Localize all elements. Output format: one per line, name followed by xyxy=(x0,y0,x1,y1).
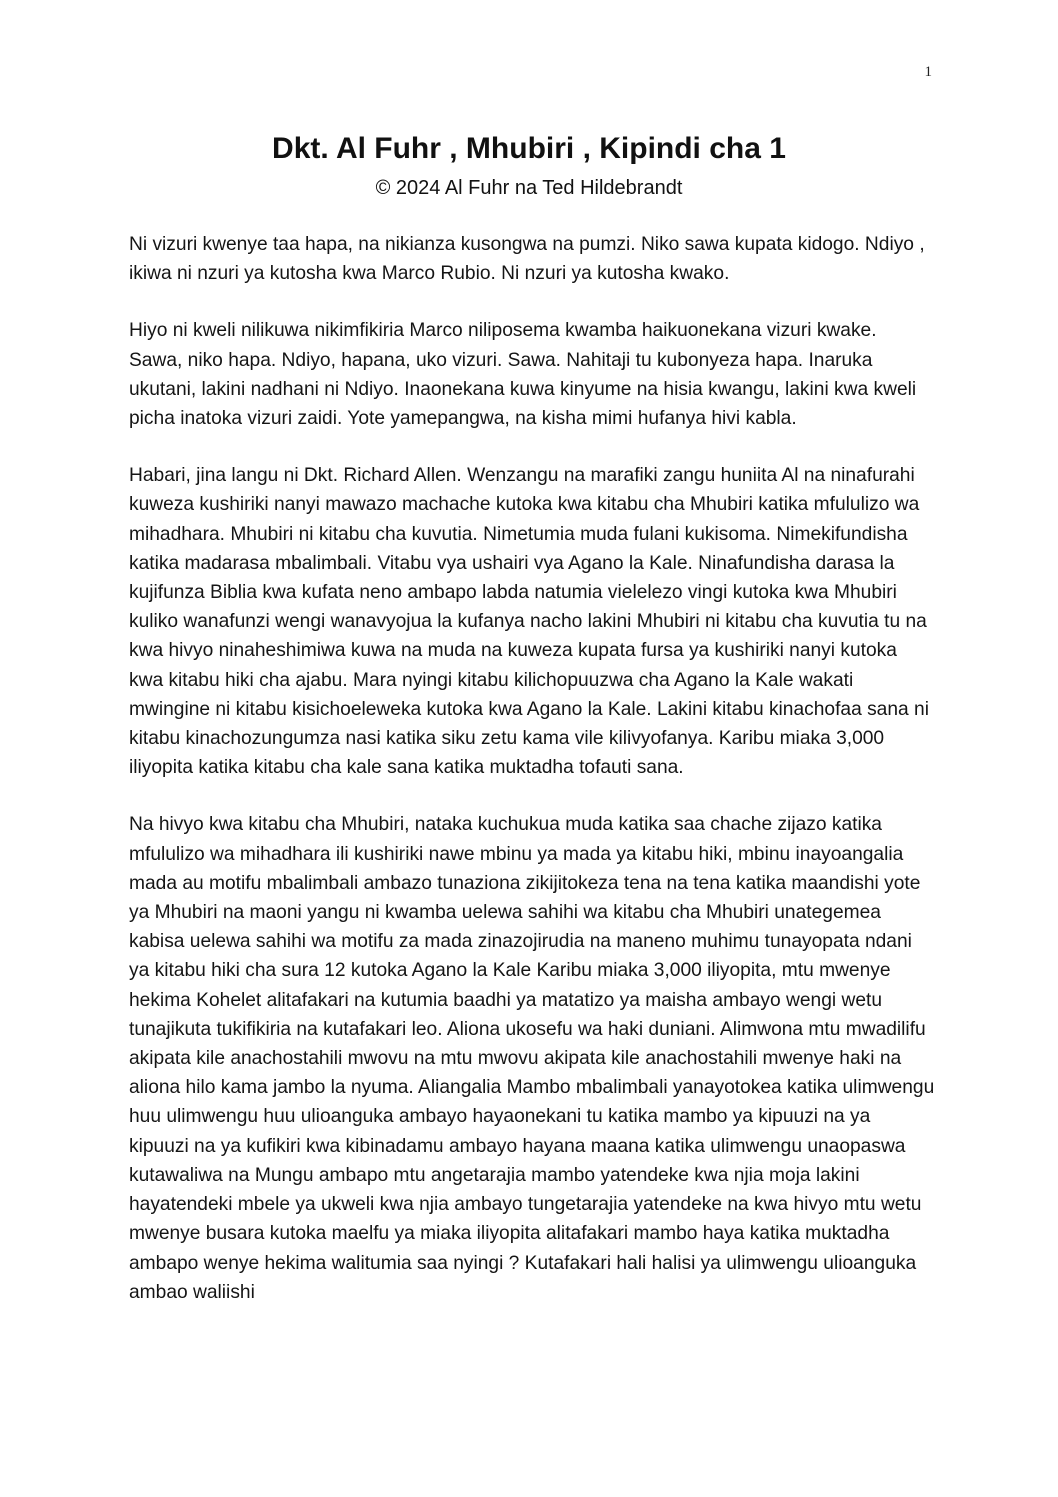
copyright-line: © 2024 Al Fuhr na Ted Hildebrandt xyxy=(375,177,683,199)
paragraph: Na hivyo kwa kitabu cha Mhubiri, nataka kuchukua muda katika saa chache zijazo katika mfululizo wa mihadhara ili kushiriki nawe mbinu ya mada ya kitabu hiki, mbinu inayoangalia mada au motifu mbalimbali ambazo tunaziona zikijitokeza tena na tena katika maandishi yote ya Mhubiri na maoni yangu ni kwamba uelewa sahihi wa kitabu cha Mhubiri unategemea kabisa uelewa sahihi wa motifu za mada zinazojirudia na maneno muhimu tunayopata ndani ya kitabu hiki cha sura 12 kutoka Agano la Kale Karibu miaka 3,000 iliyopita, mtu mwenye hekima Kohelet alitafakari na kutumia baadhi ya matatizo ya maisha ambayo wengi wetu tunajikuta tukifikiria na kutafakari leo. Aliona ukosefu wa haki duniani. Alimwona mtu mwadilifu akipata kile anachostahili mwovu na mtu mwovu akipata kile anachostahili mwenye haki na aliona hilo kama jambo la nyuma. Aliangalia Mambo mbalimbali yanayotokea katika ulimwengu huu ulimwengu huu ulioanguka ambayo hayaonekani tu katika mambo ya kipuuzi na ya kipuuzi na ya kufikiri kwa kibinadamu ambayo hayana maana katika ulimwengu unaopaswa kutawaliwa na Mungu ambapo mtu angetarajia mambo yatendeke kwa njia moja lakini hayatendeki mbele ya ukweli kwa njia ambayo tungetarajia yatendeke na kwa hivyo mtu wetu mwenye busara kutoka maelfu ya miaka iliyopita alitafakari mambo haya katika muktadha ambapo wenye hekima walitumia saa nyingi ? Kutafakari hali halisi ya ulimwengu ulioanguka ambao waliishi xyxy=(129,814,935,1303)
paragraph: Hiyo ni kweli nilikuwa nikimfikiria Marco niliposema kwamba haikuonekana vizuri kwake. Sawa, niko hapa. Ndiyo, hapana, uko vizuri. Sawa. Nahitaji tu kubonyeza hapa. Inaruka ukutani, lakini nadhani ni Ndiyo. Inaonekana kuwa kinyume na hisia kwangu, lakini kwa kweli picha inatoka vizuri zaidi. Yote yamepangwa, na kisha mimi hufanya hivi kabla. xyxy=(129,320,917,430)
paragraph: Habari, jina langu ni Dkt. Richard Allen. Wenzangu na marafiki zangu huniita Al na ninafurahi kuweza kushiriki nanyi mawazo machache kutoka kwa kitabu cha Mhubiri katika mfululizo wa mihadhara. Mhubiri ni kitabu cha kuvutia. Nimetumia muda fulani kukisoma. Nimekifundisha katika madarasa mbalimbali. Vitabu vya ushairi vya Agano la Kale. Ninafundisha darasa la kujifunza Biblia kwa kufata neno ambapo labda natumia vielelezo vingi kutoka kwa Mhubiri kuliko wanafunzi wengi wanavyojua la kufanya nacho lakini Mhubiri ni kitabu cha kuvutia tu na kwa hivyo ninaheshimiwa kuwa na muda na kuweza kupata fursa ya kushiriki nanyi kutoka kwa kitabu hiki cha ajabu. Mara nyingi kitabu kilichopuuzwa cha Agano la Kale wakati mwingine ni kitabu kisichoeleweka kutoka kwa Agano la Kale. Lakini kitabu kinachofaa sana ni kitabu kinachozungumza nasi katika siku zetu kama vile kilivyofanya. Karibu miaka 3,000 iliyopita katika kitabu cha kale sana katika muktadha tofauti sana. xyxy=(129,465,929,779)
paragraph: Ni vizuri kwenye taa hapa, na nikianza kusongwa na pumzi. Niko sawa kupata kidogo. Ndiyo , ikiwa ni nzuri ya kutosha kwa Marco Rubio. Ni nzuri ya kutosha kwako. xyxy=(129,234,925,285)
body-text xyxy=(129,230,935,1335)
document-title: Dkt. Al Fuhr , Mhubiri , Kipindi cha 1 xyxy=(272,132,786,165)
page-number: 1 xyxy=(924,64,932,80)
